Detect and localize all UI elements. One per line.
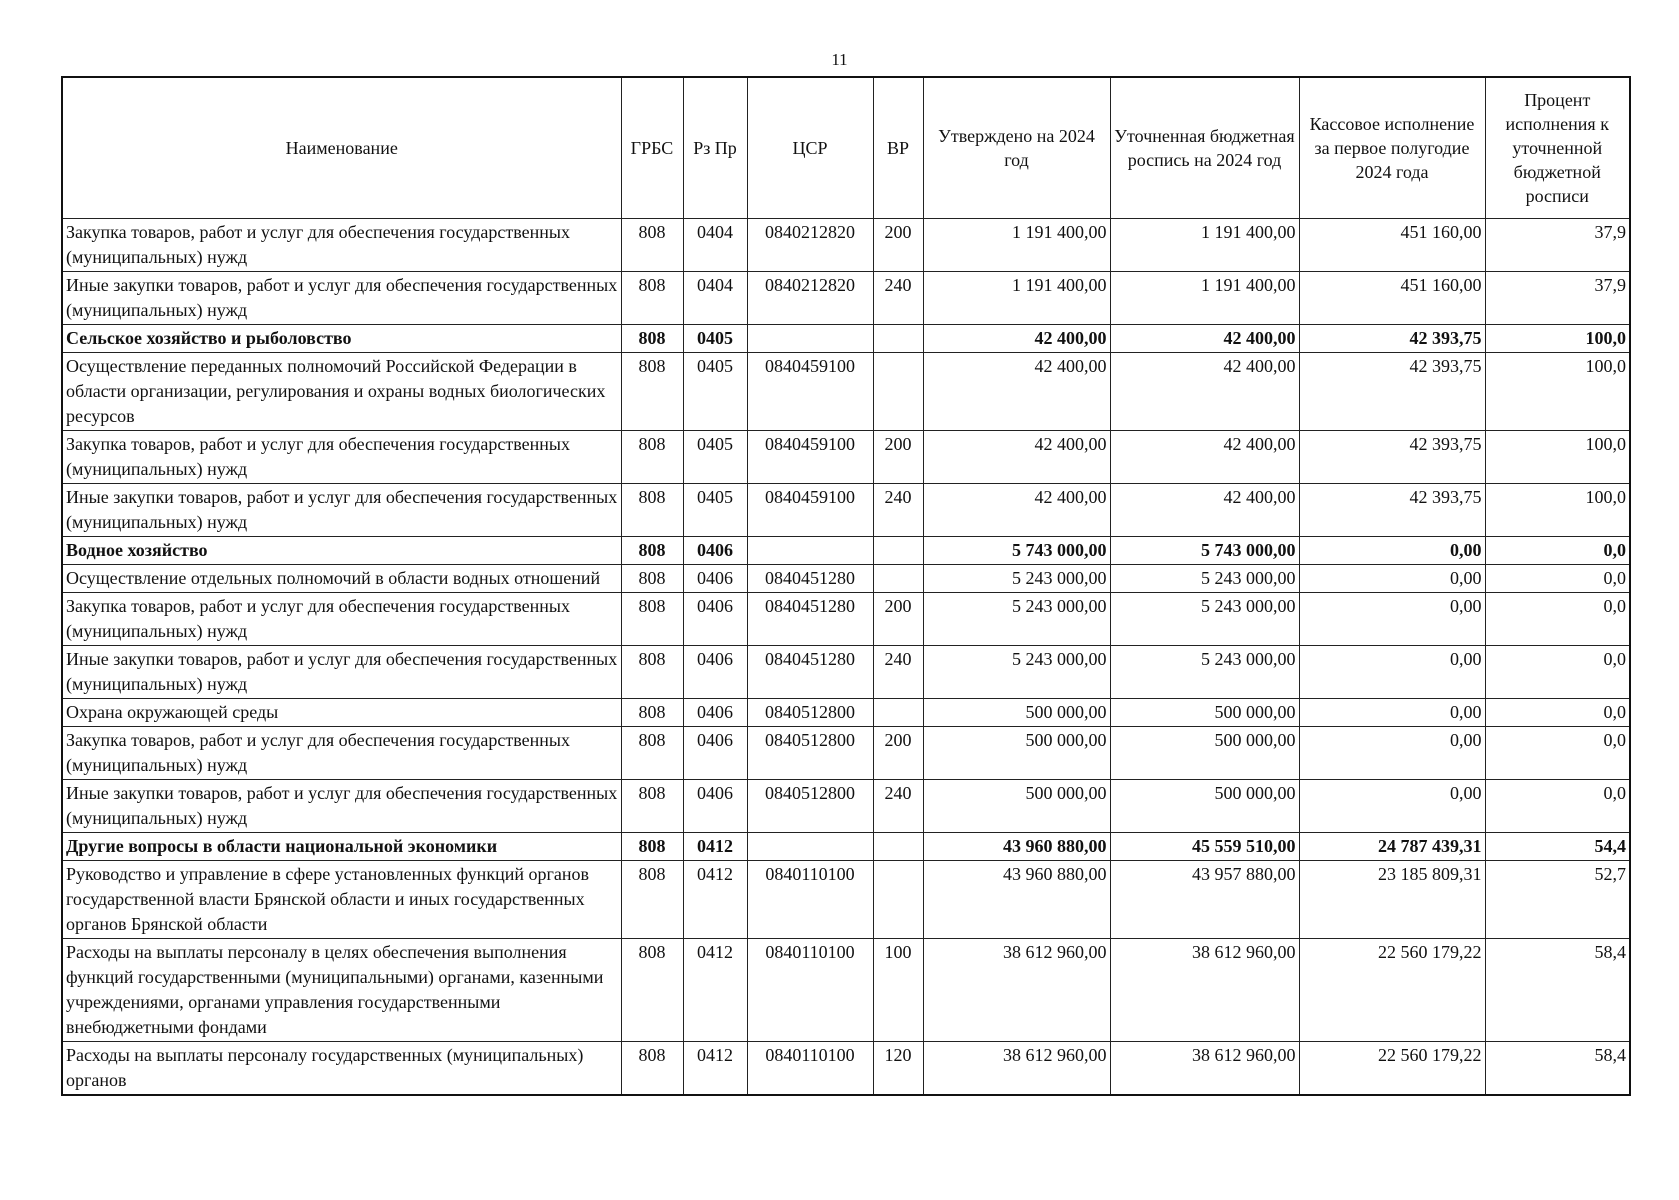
cell-percent: 37,9 xyxy=(1485,219,1630,272)
table-row xyxy=(62,219,1630,272)
cell-name: Осуществление отдельных полномочий в области водных отношений xyxy=(62,565,621,593)
cell-vr: 200 xyxy=(873,431,923,484)
cell-name: Расходы на выплаты персоналу государственных (муниципальных) органов xyxy=(62,1042,621,1096)
cell-name: Закупка товаров, работ и услуг для обеспечения государственных (муниципальных) нужд xyxy=(62,593,621,646)
header-csr: ЦСР xyxy=(747,77,873,219)
cell-percent: 0,0 xyxy=(1485,646,1630,699)
page-number: 11 xyxy=(831,50,848,69)
cell-rzpr: 0404 xyxy=(683,272,747,325)
cell-cash: 0,00 xyxy=(1299,780,1485,833)
cell-approved: 38 612 960,00 xyxy=(923,1042,1110,1096)
cell-refined: 42 400,00 xyxy=(1110,353,1299,431)
cell-refined: 500 000,00 xyxy=(1110,699,1299,727)
cell-name: Иные закупки товаров, работ и услуг для обеспечения государственных (муниципальных) нужд xyxy=(62,484,621,537)
cell-rzpr: 0406 xyxy=(683,565,747,593)
cell-name: Сельское хозяйство и рыболовство xyxy=(62,325,621,353)
cell-cash: 42 393,75 xyxy=(1299,353,1485,431)
cell-cash: 0,00 xyxy=(1299,699,1485,727)
cell-percent: 0,0 xyxy=(1485,565,1630,593)
cell-refined: 5 243 000,00 xyxy=(1110,565,1299,593)
cell-approved: 42 400,00 xyxy=(923,325,1110,353)
budget-table xyxy=(61,76,1631,1096)
cell-csr: 0840110100 xyxy=(747,939,873,1042)
cell-grbs: 808 xyxy=(621,699,683,727)
cell-cash: 42 393,75 xyxy=(1299,431,1485,484)
cell-approved: 38 612 960,00 xyxy=(923,939,1110,1042)
table-row xyxy=(62,325,1630,353)
cell-percent: 0,0 xyxy=(1485,727,1630,780)
cell-cash: 42 393,75 xyxy=(1299,484,1485,537)
table-row xyxy=(62,699,1630,727)
cell-csr xyxy=(747,833,873,861)
header-approved: Утверждено на 2024 год xyxy=(923,77,1110,219)
cell-rzpr: 0405 xyxy=(683,484,747,537)
cell-name: Расходы на выплаты персоналу в целях обеспечения выполнения функций государственными (муниципальными) органами, казенными учреждениями, органами управления государственными внебюджетными фондами xyxy=(62,939,621,1042)
cell-rzpr: 0412 xyxy=(683,861,747,939)
cell-refined: 5 743 000,00 xyxy=(1110,537,1299,565)
cell-vr xyxy=(873,861,923,939)
cell-name: Другие вопросы в области национальной экономики xyxy=(62,833,621,861)
cell-refined: 43 957 880,00 xyxy=(1110,861,1299,939)
cell-grbs: 808 xyxy=(621,833,683,861)
cell-rzpr: 0406 xyxy=(683,727,747,780)
cell-csr: 0840459100 xyxy=(747,484,873,537)
cell-csr: 0840512800 xyxy=(747,780,873,833)
cell-approved: 5 243 000,00 xyxy=(923,593,1110,646)
cell-csr xyxy=(747,325,873,353)
cell-grbs: 808 xyxy=(621,1042,683,1096)
table-row xyxy=(62,431,1630,484)
table-row xyxy=(62,272,1630,325)
cell-vr xyxy=(873,699,923,727)
cell-grbs: 808 xyxy=(621,565,683,593)
header-percent: Процент исполнения к уточненной бюджетной росписи xyxy=(1485,77,1630,219)
table-header xyxy=(62,77,1630,219)
cell-grbs: 808 xyxy=(621,325,683,353)
table-row xyxy=(62,537,1630,565)
cell-csr: 0840459100 xyxy=(747,431,873,484)
cell-grbs: 808 xyxy=(621,272,683,325)
header-row xyxy=(62,77,1630,219)
cell-rzpr: 0404 xyxy=(683,219,747,272)
cell-approved: 500 000,00 xyxy=(923,699,1110,727)
cell-grbs: 808 xyxy=(621,780,683,833)
cell-refined: 42 400,00 xyxy=(1110,325,1299,353)
cell-csr: 0840451280 xyxy=(747,565,873,593)
cell-vr xyxy=(873,537,923,565)
cell-rzpr: 0412 xyxy=(683,939,747,1042)
cell-approved: 500 000,00 xyxy=(923,727,1110,780)
cell-cash: 23 185 809,31 xyxy=(1299,861,1485,939)
cell-percent: 0,0 xyxy=(1485,699,1630,727)
table-row xyxy=(62,353,1630,431)
cell-approved: 1 191 400,00 xyxy=(923,272,1110,325)
cell-refined: 5 243 000,00 xyxy=(1110,593,1299,646)
cell-name: Иные закупки товаров, работ и услуг для обеспечения государственных (муниципальных) нужд xyxy=(62,272,621,325)
cell-approved: 42 400,00 xyxy=(923,353,1110,431)
cell-vr: 200 xyxy=(873,727,923,780)
cell-cash: 451 160,00 xyxy=(1299,219,1485,272)
cell-approved: 43 960 880,00 xyxy=(923,833,1110,861)
cell-rzpr: 0405 xyxy=(683,431,747,484)
table-row xyxy=(62,646,1630,699)
cell-cash: 42 393,75 xyxy=(1299,325,1485,353)
cell-vr: 100 xyxy=(873,939,923,1042)
cell-percent: 54,4 xyxy=(1485,833,1630,861)
cell-name: Иные закупки товаров, работ и услуг для обеспечения государственных (муниципальных) нужд xyxy=(62,780,621,833)
cell-cash: 0,00 xyxy=(1299,593,1485,646)
cell-name: Руководство и управление в сфере установленных функций органов государственной власти Брянской области и иных государственных органов Брянской области xyxy=(62,861,621,939)
cell-refined: 38 612 960,00 xyxy=(1110,939,1299,1042)
header-refined: Уточненная бюджетная роспись на 2024 год xyxy=(1110,77,1299,219)
cell-name: Осуществление переданных полномочий Российской Федерации в области организации, регулирования и охраны водных биологических ресурсов xyxy=(62,353,621,431)
header-rzpr: Рз Пр xyxy=(683,77,747,219)
cell-refined: 1 191 400,00 xyxy=(1110,219,1299,272)
cell-csr: 0840110100 xyxy=(747,861,873,939)
cell-grbs: 808 xyxy=(621,537,683,565)
cell-grbs: 808 xyxy=(621,431,683,484)
cell-csr: 0840459100 xyxy=(747,353,873,431)
cell-refined: 1 191 400,00 xyxy=(1110,272,1299,325)
cell-grbs: 808 xyxy=(621,593,683,646)
table-row xyxy=(62,833,1630,861)
cell-refined: 38 612 960,00 xyxy=(1110,1042,1299,1096)
cell-cash: 22 560 179,22 xyxy=(1299,1042,1485,1096)
cell-csr xyxy=(747,537,873,565)
cell-cash: 0,00 xyxy=(1299,537,1485,565)
cell-csr: 0840451280 xyxy=(747,646,873,699)
cell-grbs: 808 xyxy=(621,219,683,272)
table-row xyxy=(62,780,1630,833)
cell-grbs: 808 xyxy=(621,861,683,939)
cell-cash: 451 160,00 xyxy=(1299,272,1485,325)
cell-csr: 0840512800 xyxy=(747,727,873,780)
cell-percent: 52,7 xyxy=(1485,861,1630,939)
header-vr: ВР xyxy=(873,77,923,219)
cell-percent: 0,0 xyxy=(1485,593,1630,646)
table-body xyxy=(62,219,1630,1096)
cell-rzpr: 0405 xyxy=(683,353,747,431)
cell-approved: 1 191 400,00 xyxy=(923,219,1110,272)
table-row xyxy=(62,484,1630,537)
cell-vr xyxy=(873,565,923,593)
cell-percent: 0,0 xyxy=(1485,537,1630,565)
cell-grbs: 808 xyxy=(621,484,683,537)
cell-name: Водное хозяйство xyxy=(62,537,621,565)
cell-percent: 58,4 xyxy=(1485,1042,1630,1096)
table-row xyxy=(62,939,1630,1042)
cell-rzpr: 0406 xyxy=(683,593,747,646)
cell-rzpr: 0406 xyxy=(683,646,747,699)
table-row xyxy=(62,727,1630,780)
cell-cash: 22 560 179,22 xyxy=(1299,939,1485,1042)
cell-name: Охрана окружающей среды xyxy=(62,699,621,727)
cell-vr xyxy=(873,353,923,431)
cell-name: Закупка товаров, работ и услуг для обеспечения государственных (муниципальных) нужд xyxy=(62,219,621,272)
header-cash: Кассовое исполнение за первое полугодие 2024 года xyxy=(1299,77,1485,219)
cell-percent: 37,9 xyxy=(1485,272,1630,325)
cell-refined: 42 400,00 xyxy=(1110,431,1299,484)
cell-percent: 100,0 xyxy=(1485,325,1630,353)
cell-rzpr: 0412 xyxy=(683,833,747,861)
cell-refined: 45 559 510,00 xyxy=(1110,833,1299,861)
cell-cash: 0,00 xyxy=(1299,565,1485,593)
cell-cash: 0,00 xyxy=(1299,727,1485,780)
cell-percent: 58,4 xyxy=(1485,939,1630,1042)
cell-vr: 200 xyxy=(873,219,923,272)
cell-vr: 240 xyxy=(873,780,923,833)
header-name: Наименование xyxy=(62,77,621,219)
cell-name: Закупка товаров, работ и услуг для обеспечения государственных (муниципальных) нужд xyxy=(62,431,621,484)
cell-vr xyxy=(873,833,923,861)
cell-approved: 5 743 000,00 xyxy=(923,537,1110,565)
cell-csr: 0840212820 xyxy=(747,219,873,272)
cell-grbs: 808 xyxy=(621,353,683,431)
cell-name: Закупка товаров, работ и услуг для обеспечения государственных (муниципальных) нужд xyxy=(62,727,621,780)
cell-approved: 5 243 000,00 xyxy=(923,646,1110,699)
cell-percent: 0,0 xyxy=(1485,780,1630,833)
table-row xyxy=(62,565,1630,593)
cell-approved: 42 400,00 xyxy=(923,484,1110,537)
cell-refined: 500 000,00 xyxy=(1110,780,1299,833)
cell-cash: 0,00 xyxy=(1299,646,1485,699)
cell-grbs: 808 xyxy=(621,646,683,699)
cell-refined: 42 400,00 xyxy=(1110,484,1299,537)
cell-rzpr: 0406 xyxy=(683,537,747,565)
cell-rzpr: 0406 xyxy=(683,699,747,727)
table-row xyxy=(62,593,1630,646)
cell-name: Иные закупки товаров, работ и услуг для обеспечения государственных (муниципальных) нужд xyxy=(62,646,621,699)
cell-grbs: 808 xyxy=(621,727,683,780)
cell-rzpr: 0405 xyxy=(683,325,747,353)
cell-csr: 0840512800 xyxy=(747,699,873,727)
cell-refined: 500 000,00 xyxy=(1110,727,1299,780)
cell-csr: 0840110100 xyxy=(747,1042,873,1096)
cell-csr: 0840451280 xyxy=(747,593,873,646)
cell-rzpr: 0412 xyxy=(683,1042,747,1096)
cell-vr: 240 xyxy=(873,484,923,537)
cell-refined: 5 243 000,00 xyxy=(1110,646,1299,699)
cell-vr: 120 xyxy=(873,1042,923,1096)
cell-approved: 500 000,00 xyxy=(923,780,1110,833)
cell-rzpr: 0406 xyxy=(683,780,747,833)
cell-approved: 5 243 000,00 xyxy=(923,565,1110,593)
cell-approved: 42 400,00 xyxy=(923,431,1110,484)
cell-vr xyxy=(873,325,923,353)
table-row xyxy=(62,861,1630,939)
cell-vr: 240 xyxy=(873,272,923,325)
header-grbs: ГРБС xyxy=(621,77,683,219)
cell-cash: 24 787 439,31 xyxy=(1299,833,1485,861)
cell-approved: 43 960 880,00 xyxy=(923,861,1110,939)
cell-percent: 100,0 xyxy=(1485,431,1630,484)
cell-percent: 100,0 xyxy=(1485,353,1630,431)
cell-vr: 240 xyxy=(873,646,923,699)
cell-csr: 0840212820 xyxy=(747,272,873,325)
cell-percent: 100,0 xyxy=(1485,484,1630,537)
cell-grbs: 808 xyxy=(621,939,683,1042)
cell-vr: 200 xyxy=(873,593,923,646)
table-row xyxy=(62,1042,1630,1096)
